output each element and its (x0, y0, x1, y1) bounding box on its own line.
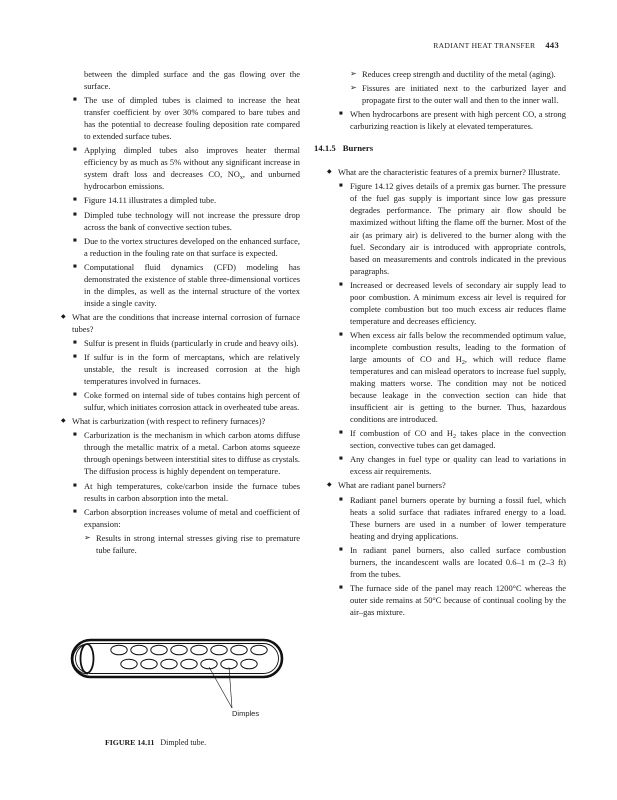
figure-label: FIGURE 14.11 (105, 738, 155, 747)
bullet-text: When excess air falls below the recommended optimum value, incomplete combustion results, leading to the formation of large amounts of CO and H (350, 329, 566, 364)
subbullet-internal-stresses: ➢ Results in strong internal stresses giving rise to premature tube failure. (62, 532, 300, 556)
bullet-coke-sulfur: ■ Coke formed on internal side of tubes contains high percent of sulfur, which initiates corrosion attack in overheated tube areas. (62, 389, 300, 413)
bullet-sulfur-present: ■ Sulfur is present in fluids (particularly in crude and heavy oils). (62, 337, 300, 349)
bullet-mercaptans: ■ If sulfur is in the form of mercaptans, which are relatively unstable, the result is increased corrosion at the high temperatures involved in furnaces. (62, 351, 300, 387)
running-title: RADIANT HEAT TRANSFER (433, 41, 536, 50)
bullet-carburizing-reaction: ■ When hydrocarbons are present with high percent CO, a strong carburizing reaction is likely at elevated temperatures. (328, 108, 566, 132)
subbullet-creep-strength: ➢ Reduces creep strength and ductility of the metal (aging). (328, 68, 566, 80)
bullet-carburization-mechanism: ■ Carburization is the mechanism in which carbon atoms diffuse through the metallic matrix of a metal. Carbon atoms squeeze through openings between interstitial sites to diffuse as crystals. The diffusion process is highly dependent on temperature. (62, 429, 300, 477)
subscript: 2 (453, 434, 456, 441)
figure-title: Dimpled tube. (160, 738, 207, 747)
bullet-figure-reference: ■ Figure 14.11 illustrates a dimpled tube. (62, 194, 300, 206)
question-radiant-panel-burners: ◆ What are radiant panel burners? (328, 479, 566, 491)
page-number: 443 (545, 40, 559, 50)
bullet-radiant-panel-operation: ■ Radiant panel burners operate by burning a fossil fuel, which heats a solid surface that radiates infrared energy to a load. These burners are used in a number of lower temperature heating and drying applications. (328, 494, 566, 542)
figure-dimpled-tube (62, 628, 300, 743)
bullet-cfd-modeling: ■ Computational fluid dynamics (CFD) modeling has demonstrated the existence of stable three-dimensional vortices in the dimples, as well as the internal structure of the vortex inside a single cavity. (62, 261, 300, 309)
bullet-excess-air-low (328, 329, 566, 425)
bullet-secondary-air: ■ Increased or decreased levels of secondary air supply lead to poor combustion. A minimum excess air level is required for complete combustion but too much excess air reduces flame temperature and decreases efficiency. (328, 279, 566, 327)
bullet-text: Applying dimpled tubes also improves heater thermal efficiency by as much as 5% without any significant increase in system draft loss and decreases CO, NO (84, 145, 300, 180)
question-internal-corrosion: ◆ What are the conditions that increase internal corrosion of furnace tubes? (62, 311, 300, 335)
subbullet-fissures: ➢ Fissures are initiated next to the carburized layer and propagate first to the outer wall and then to the inner wall. (328, 82, 566, 106)
bullet-text-tail: , which will reduce flame temperatures and can mislead operators to increase fuel supply, making matters worse. The condition may not be noticed because leakage in the convection section can hide that insufficient air is getting to the burner. Thus, hazardous conditions are introduced. (350, 353, 566, 425)
bullet-co-h2-combustion (328, 427, 566, 451)
dimples-callout: Dimples (232, 709, 260, 718)
bullet-high-temperature-coke: ■ At high temperatures, coke/carbon inside the furnace tubes results in carbon absorption into the metal. (62, 480, 300, 504)
bullet-carbon-absorption: ■ Carbon absorption increases volume of metal and coefficient of expansion: (62, 506, 300, 530)
question-carburization: ◆ What is carburization (with respect to refinery furnaces)? (62, 415, 300, 427)
continued-text: between the dimpled surface and the gas flowing over the surface. (84, 69, 300, 92)
question-premix-burner: ◆ What are the characteristic features of a premix burner? Illustrate. (328, 166, 566, 178)
bullet-text-tail: , and unburned hydrocarbon emissions. (84, 169, 300, 192)
section-number: 14.1.5 (314, 143, 336, 154)
section-title: Burners (342, 143, 374, 154)
bullet-fuel-changes: ■ Any changes in fuel type or quality can lead to variations in excess air requirements. (328, 453, 566, 477)
bullet-panel-temperature: ■ The furnace side of the panel may reach 1200°C whereas the outer side remains at 50°C because of continual cooling by the air–gas mixture. (328, 582, 566, 618)
running-header (433, 40, 559, 50)
bullet-thermal-efficiency (62, 144, 300, 192)
dimpled-tube-illustration (62, 628, 300, 738)
subscript: x (239, 175, 243, 182)
left-column (62, 68, 300, 558)
right-column (314, 68, 566, 620)
bullet-vortex-fouling: ■ Due to the vortex structures developed on the enhanced surface, a reduction in the fouling rate on that surface is expected. (62, 235, 300, 259)
bullet-text: If combustion of CO and H (350, 428, 453, 439)
bullet-premix-details: ■ Figure 14.12 gives details of a premix gas burner. The pressure of the fuel gas supply is important since low gas pressure degrades performance. The primary air flow should be maximized without lifting the flame off the burner. Most of the air (as primary air) is delivered to the burner along with the fuel. Secondary air is introduced with appropriate controls, based on measurements and controls indicated in the previous paragraphs. (328, 180, 566, 276)
bullet-pressure-drop: ■ Dimpled tube technology will not increase the pressure drop across the bank of convective section tubes. (62, 209, 300, 233)
bullet-text-tail: takes place in the convection section, convective tubes can get damaged. (350, 428, 566, 451)
bullet-surface-combustion: ■ In radiant panel burners, also called surface combustion burners, the incandescent walls are located 0.6–1 m (2–3 ft) from the tubes. (328, 544, 566, 580)
section-heading (314, 142, 566, 154)
bullet-dimpled-heat-transfer: ■ The use of dimpled tubes is claimed to increase the heat transfer coefficient by over 30% compared to bare tubes and has the potential to decrease fouling deposition rate compared to extended surface tubes. (62, 94, 300, 142)
subscript: 2 (461, 359, 465, 366)
figure-caption (105, 738, 206, 747)
